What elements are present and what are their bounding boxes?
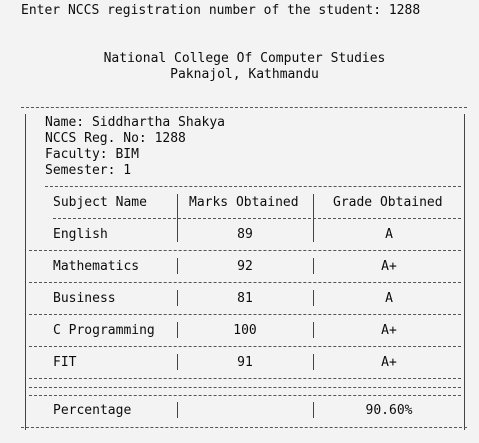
percentage-value: 90.60%	[365, 403, 413, 418]
header-subject-name: Subject Name	[53, 195, 147, 210]
report-top-border	[21, 107, 467, 108]
header-divider	[53, 218, 461, 219]
row-divider	[29, 314, 461, 315]
column-separator	[313, 258, 314, 274]
row-subject: English	[53, 227, 108, 242]
info-divider	[45, 186, 461, 187]
column-separator	[313, 354, 314, 370]
row-grade: A	[385, 227, 393, 242]
summary-divider	[29, 395, 461, 396]
row-divider	[29, 346, 461, 347]
column-separator	[177, 258, 178, 274]
row-grade: A+	[381, 259, 397, 274]
row-marks: 89	[237, 227, 253, 242]
column-separator	[177, 402, 178, 418]
row-grade: A+	[381, 323, 397, 338]
column-separator	[313, 322, 314, 338]
row-subject: Mathematics	[53, 259, 140, 274]
row-grade: A+	[381, 355, 397, 370]
student-semester: Semester: 1	[45, 163, 132, 178]
row-divider	[29, 250, 461, 251]
row-divider	[29, 378, 461, 379]
row-marks: 91	[237, 355, 253, 370]
prompt-text: Enter NCCS registration number of the student:	[21, 3, 389, 18]
report-right-border	[464, 114, 465, 430]
report-bottom-border	[21, 427, 467, 428]
row-subject: Business	[53, 291, 116, 306]
row-subject: FIT	[53, 355, 77, 370]
percentage-label: Percentage	[53, 403, 132, 418]
row-marks: 81	[237, 291, 253, 306]
college-name: National College Of Computer Studies	[103, 51, 386, 66]
summary-divider	[29, 387, 461, 388]
column-separator	[177, 322, 178, 338]
column-separator	[313, 402, 314, 418]
row-divider	[29, 282, 461, 283]
student-name: Name: Siddhartha Shakya	[45, 115, 226, 130]
student-reg-no: NCCS Reg. No: 1288	[45, 131, 186, 146]
row-marks: 100	[233, 323, 257, 338]
student-faculty: Faculty: BIM	[45, 147, 139, 162]
column-separator	[177, 354, 178, 370]
row-marks: 92	[237, 259, 253, 274]
registration-input-value[interactable]: 1288	[388, 3, 421, 18]
row-grade: A	[385, 291, 393, 306]
column-separator	[313, 290, 314, 306]
header-marks-obtained: Marks Obtained	[189, 195, 299, 210]
report-left-border	[25, 114, 26, 430]
column-separator	[177, 290, 178, 306]
row-subject: C Programming	[53, 323, 155, 338]
college-address: Paknajol, Kathmandu	[170, 67, 319, 82]
prompt-line	[21, 3, 420, 19]
header-grade-obtained: Grade Obtained	[333, 195, 443, 210]
